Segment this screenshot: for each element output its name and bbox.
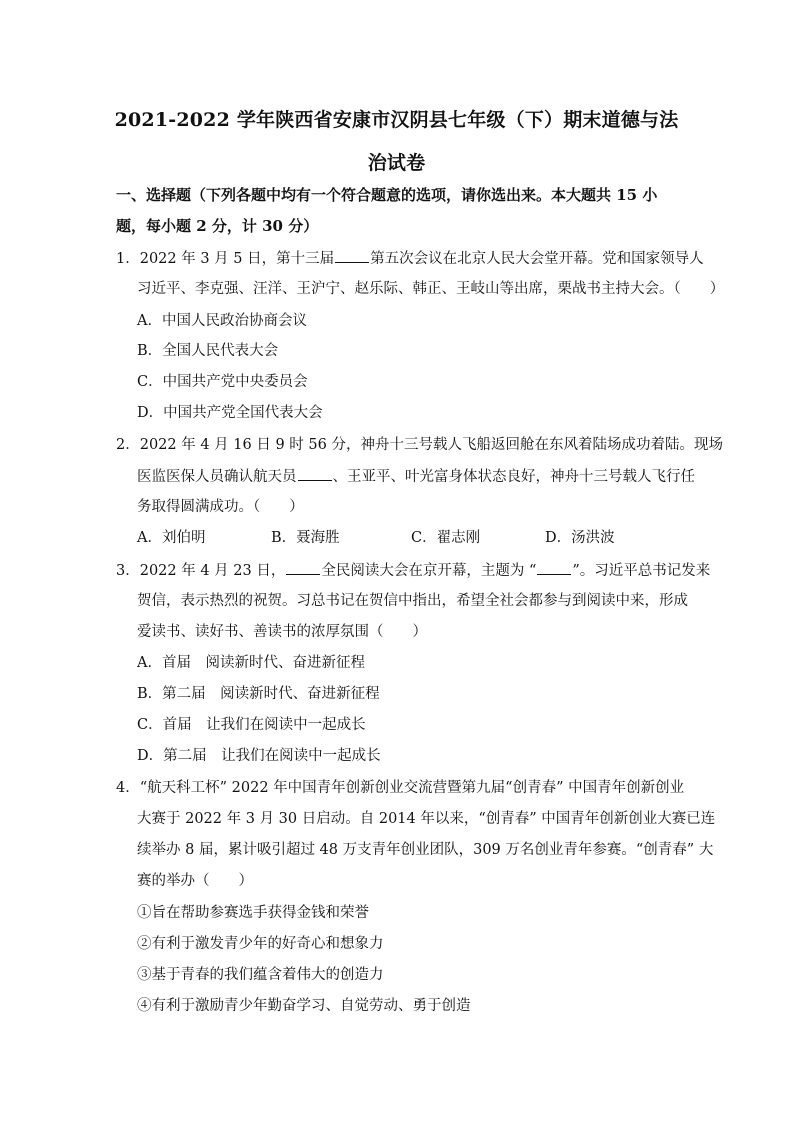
question-4-line-2: 大赛于 2022 年 3 月 30 日启动。自 2014 年以来，“创青春” 中国青年创新创业大赛已连: [137, 811, 716, 827]
question-3-line-3: 爱读书、读好书、善读书的浓厚氛围（ ）: [137, 624, 427, 640]
question-4-item-4: ④有利于激励青少年勤奋学习、自觉劳动、勇于创造: [137, 998, 471, 1014]
question-2-text-b: 、王亚平、叶光富身体状态良好，神舟十三号载人飞行任: [332, 469, 695, 485]
exam-title-line-1: 2021-2022 学年陕西省安康市汉阴县七年级（下）期末道德与法: [114, 109, 679, 131]
question-4-line-3: 续举办 8 届，累计吸引超过 48 万支青年创业团队，309 万名创业青年参赛。“创青春” 大: [137, 842, 714, 858]
question-3-text-b: 全民阅读大会在京开幕，主题为 “: [321, 563, 537, 579]
question-3-line-1: [116, 560, 710, 581]
question-2-option-a: A．刘伯明: [137, 530, 206, 546]
question-2-line-2: [137, 466, 695, 487]
question-2-option-b: B．聂海胜: [271, 530, 340, 546]
question-2-option-c: C．翟志刚: [411, 530, 481, 546]
question-1-option-b: B．全国人民代表大会: [137, 343, 279, 359]
question-4-item-3: ③基于青春的我们蕴含着伟大的创造力: [137, 967, 384, 983]
question-1-text-a: 1．2022 年 3 月 5 日，第十三届: [116, 251, 335, 267]
question-3-text-a: 3．2022 年 4 月 23 日，: [116, 563, 286, 579]
question-1-line-2: 习近平、李克强、汪洋、王沪宁、赵乐际、韩正、王岐山等出席，栗战书主持大会。（ ）: [137, 281, 725, 297]
question-3-line-2: 贺信，表示热烈的祝贺。习总书记在贺信中指出，希望全社会都参与到阅读中来，形成: [137, 593, 688, 609]
question-3-option-a: A．首届 阅读新时代、奋进新征程: [137, 655, 365, 671]
answer-blank: [537, 560, 571, 575]
question-3-option-b: B．第二届 阅读新时代、奋进新征程: [137, 686, 380, 702]
question-2-option-d: D．汤洪波: [545, 530, 615, 546]
question-3-text-c: ”。习近平总书记发来: [572, 563, 711, 579]
answer-blank: [335, 248, 369, 263]
exam-title-line-2: 治试卷: [367, 152, 426, 174]
question-1-option-c: C．中国共产党中央委员会: [137, 374, 308, 390]
question-1-line-1: [116, 248, 704, 269]
question-4-item-1: ①旨在帮助参赛选手获得金钱和荣誉: [137, 905, 369, 921]
question-1-option-a: A．中国人民政治协商会议: [137, 313, 307, 329]
question-1-text-b: 第五次会议在北京人民大会堂开幕。党和国家领导人: [370, 251, 704, 267]
question-4-line-4: 赛的举办（ ）: [137, 873, 253, 889]
question-2-line-1: 2．2022 年 4 月 16 日 9 时 56 分，神舟十三号载人飞船返回舱在东风着陆场成功着陆。现场: [116, 437, 723, 453]
section-heading: 一、选择题（下列各题中均有一个符合题意的选项，请你选出来。本大题共 15 小题，每小题 2 分，计 30 分）: [116, 186, 658, 235]
question-4-item-2: ②有利于激发青少年的好奇心和想象力: [137, 936, 384, 952]
question-2-line-3: 务取得圆满成功。（ ）: [137, 499, 304, 515]
question-3-option-c: C．首届 让我们在阅读中一起成长: [137, 717, 366, 733]
question-3-option-d: D．第二届 让我们在阅读中一起成长: [137, 748, 381, 764]
question-2-options: [137, 528, 615, 548]
question-4-line-1: 4．“航天科工杯” 2022 年中国青年创新创业交流营暨第九届“创青春” 中国青年创新创业: [116, 780, 685, 796]
question-2-text-a: 医监医保人员确认航天员: [137, 469, 297, 485]
answer-blank: [286, 560, 320, 575]
question-1-option-d: D．中国共产党全国代表大会: [137, 405, 323, 421]
answer-blank: [298, 466, 332, 481]
